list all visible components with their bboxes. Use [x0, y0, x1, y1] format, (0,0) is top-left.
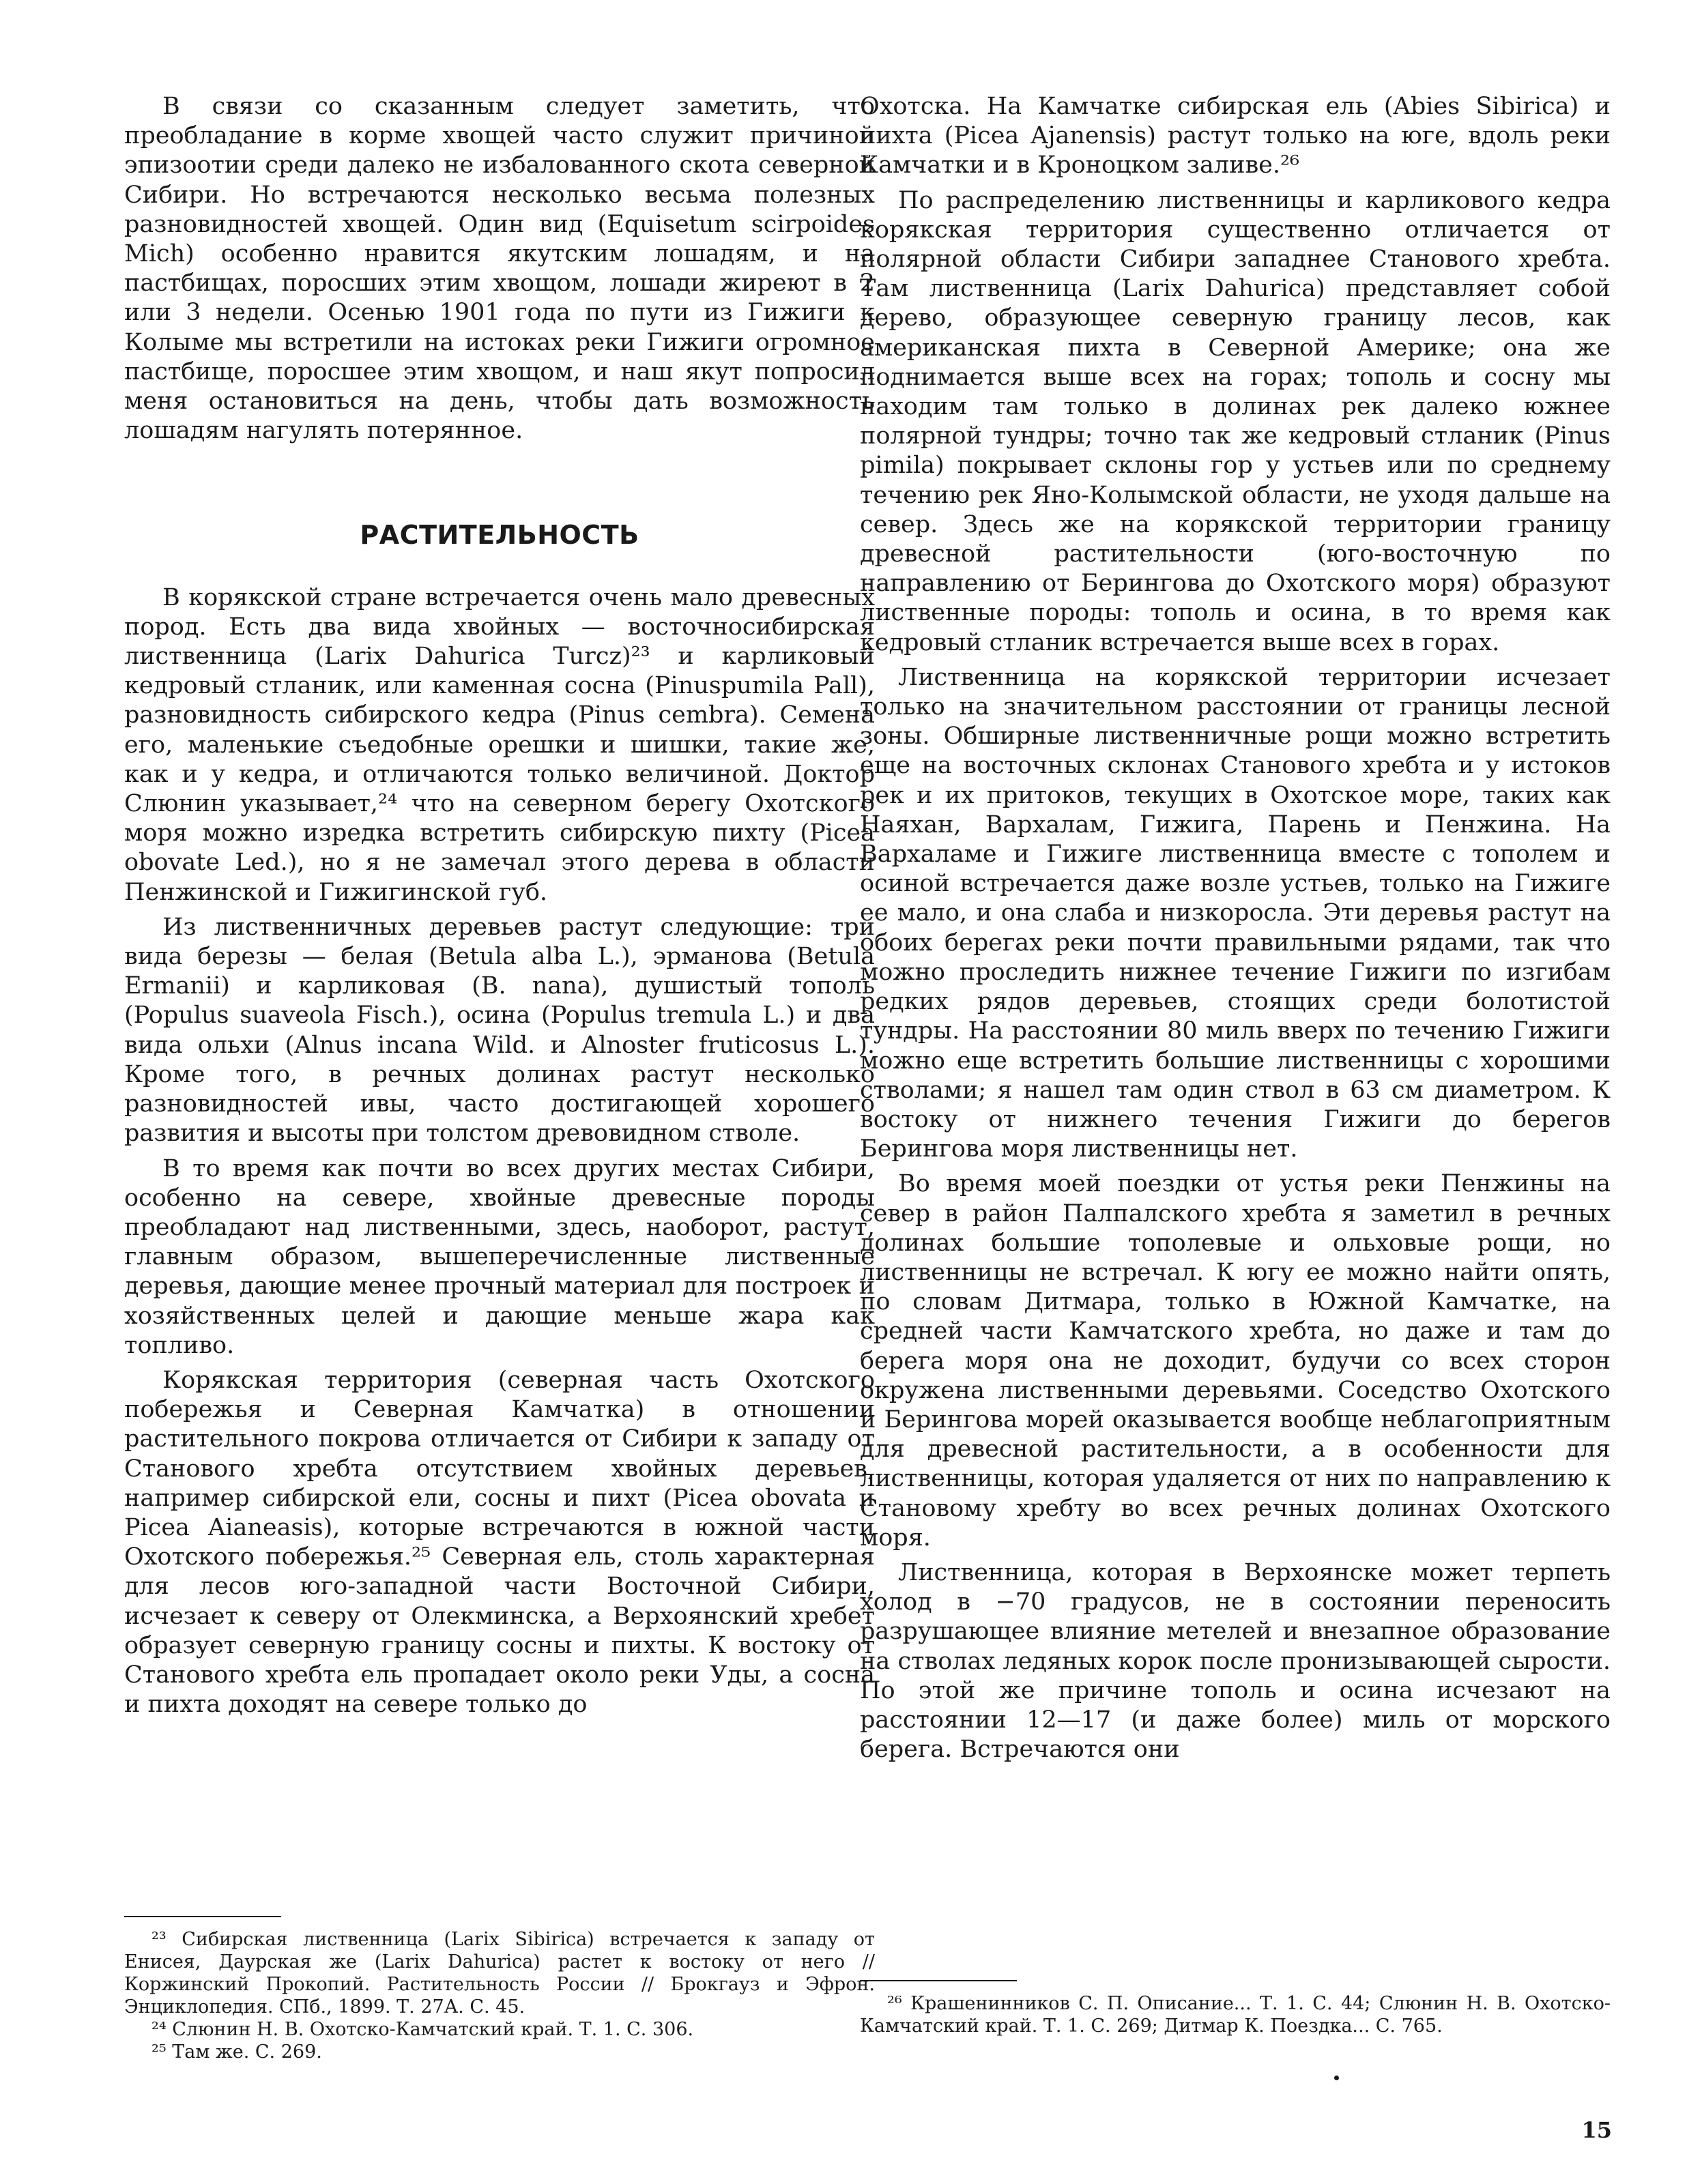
paragraph: По распределению лиственницы и карликового кедра корякская территория существенно отличается от полярной области Сибири западнее Станового хребта. Там лиственница (Larix Dahurica) представляет собой дерево, образующее северную границу лесов, как американская пихта в Северной Америке; она же поднимается выше всех на горах; тополь и сосну мы находим там только в долинах рек далеко южнее полярной тундры; точно так же кедровый стланик (Pinus pimila) покрывает склоны гор у устьев или по среднему течению рек Яно-Колымской области, не уходя дальше на север. Здесь же на корякской территории границу древесной растительности (юго-восточную по направлению от Берингова до Охотского моря) образуют лиственные породы: тополь и осина, в то время как кедровый стланик встречается выше всех в горах.: [860, 186, 1611, 656]
footnote-25: ²⁵ Там же. С. 269.: [152, 2041, 322, 2063]
intro-paragraph: В связи со сказанным следует заметить, что преобладание в корме хвощей часто служит причиной эпизоотии среди далеко не избалованного скота северной Сибири. Но встречаются несколько весьма полезных разновидностей хвощей. Один вид (Equisetum scirpoides Mich) особенно нравится якутским лошадям, и на пастбищах, поросших этим хвощом, лошади жиреют в 2 или 3 недели. Осенью 1901 года по пути из Гижиги к Колыме мы встретили на истоках реки Гижиги огромное пастбище, поросшее этим хвощом, и наш якут попросил меня остановиться на день, чтобы дать возможность лошадям нагулять потерянное.: [124, 93, 875, 445]
right-footnotes: [860, 1980, 1611, 2037]
footnote-23: ²³ Сибирская лиственница (Larix Sibirica) встречается к западу от Енисея, Даурская же (Larix Dahurica) растет к востоку от него // Коржинский Прокопий. Растительность России // Брокгауз и Эфрон. Энциклопедия. СПб., 1899. Т. 27А. С. 45.: [124, 1929, 875, 2018]
footnote-24: ²⁴ Слюнин Н. В. Охотско-Камчатский край. Т. 1. С. 306.: [152, 2019, 694, 2040]
paragraph: Из лиственничных деревьев растут следующие: три вида березы — белая (Betula alba L.), эрманова (Betula Ermanii) и карликовая (B. nana), душистый тополь (Populus suaveola Fisch.), осина (Populus tremula L.) и два вида ольхи (Alnus incana Wild. и Alnoster fruticosus L.). Кроме того, в речных долинах растут несколько разновидностей ивы, часто достигающей хорошего развития и высоты при толстом древовидном стволе.: [124, 913, 875, 1148]
paragraph: В корякской стране встречается очень мало древесных пород. Есть два вида хвойных — восточносибирская лиственница (Larix Dahurica Turcz)²³ и карликовый кедровый стланик, или каменная сосна (Pinuspumila Pall), разновидность сибирского кедра (Pinus cembra). Семена его, маленькие съедобные орешки и шишки, такие же, как и у кедра, и отличаются только величиной. Доктор Слюнин указывает,²⁴ что на северном берегу Охотского моря можно изредка встретить сибирскую пихту (Picea obovate Led.), но я не замечал этого дерева в области Пенжинской и Гижигинской губ.: [124, 583, 875, 906]
print-speck: [1334, 2076, 1339, 2080]
footnote-26: ²⁶ Крашенинников С. П. Описание... Т. 1. С. 44; Слюнин Н. В. Охотско-Камчатский край. Т. 1. С. 269; Дитмар К. Поездка... С. 765.: [860, 1993, 1611, 2037]
left-footnotes: [124, 1916, 875, 2063]
paragraph: Лиственница на корякской территории исчезает только на значительном расстоянии от границы лесной зоны. Обширные лиственничные рощи можно встретить еще на восточных склонах Станового хребта и у истоков рек и их притоков, текущих в Охотское море, таких как Наяхан, Вархалам, Гижига, Парень и Пенжина. На Вархаламе и Гижиге лиственница вместе с тополем и осиной встречается даже возле устьев, только на Гижиге ее мало, и она слаба и низкоросла. Эти деревья растут на обоих берегах реки почти правильными рядами, так что можно проследить нижнее течение Гижиги по изгибам редких рядов деревьев, стоящих среди болотистой тундры. На расстоянии 80 миль вверх по течению Гижиги можно еще встретить большие лиственницы с хорошими стволами; я нашел там один ствол в 63 см диаметром. К востоку от нижнего течения Гижиги до берегов Берингова моря лиственницы нет.: [860, 663, 1611, 1163]
page-number: 15: [1581, 2117, 1612, 2143]
paragraph: Корякская территория (северная часть Охотского побережья и Северная Камчатка) в отношении растительного покрова отличается от Сибири к западу от Станового хребта отсутствием хвойных деревьев, например сибирской ели, сосны и пихт (Picea obovata и Picea Aianeasis), которые встречаются в южной части Охотского побережья.²⁵ Северная ель, столь характерная для лесов юго-западной части Восточной Сибири, исчезает к северу от Олекминска, а Верхоянский хребет образует северную границу сосны и пихты. К востоку от Станового хребта ель пропадает около реки Уды, а сосна и пихта доходят на севере только до: [124, 1366, 875, 1719]
section-title: РАСТИТЕЛЬНОСТЬ: [360, 520, 639, 551]
paragraph: Лиственница, которая в Верхоянске может терпеть холод в −70 градусов, не в состоянии переносить разрушающее влияние метелей и внезапное образование на стволах ледяных корок после пронизывающей сырости. По этой же причине тополь и осина исчезают на расстоянии 12—17 (и даже более) миль от морского берега. Встречаются они: [860, 1558, 1611, 1764]
paragraph: Во время моей поездки от устья реки Пенжины на север в район Палпалского хребта я заметил в речных долинах большие тополевые и ольховые рощи, но лиственницы не встречал. К югу ее можно найти опять, по словам Дитмара, только в Южной Камчатке, на средней части Камчатского хребта, но даже и там до берега моря она не доходит, будучи со всех сторон окружена лиственными деревьями. Соседство Охотского и Берингова морей оказывается вообще неблагоприятным для древесной растительности, а в особенности для лиственницы, которая удаляется от них по направлению к Становому хребту во всех речных долинах Охотского моря.: [860, 1170, 1611, 1552]
footnote-divider: [124, 1916, 281, 1917]
paragraph-continued: Охотска. На Камчатке сибирская ель (Abies Sibirica) и пихта (Picea Ajanensis) растут только на юге, вдоль реки Камчатки и в Кроноцком заливе.²⁶: [860, 93, 1611, 179]
footnote-divider: [860, 1980, 1017, 1981]
left-column: [124, 92, 875, 1725]
paragraph: В то время как почти во всех других местах Сибири, особенно на севере, хвойные древесные породы преобладают над лиственными, здесь, наоборот, растут, главным образом, вышеперечисленные лиственные деревья, дающие менее прочный материал для построек и хозяйственных целей и дающие меньше жара как топливо.: [124, 1154, 875, 1359]
right-column: [860, 92, 1611, 1770]
